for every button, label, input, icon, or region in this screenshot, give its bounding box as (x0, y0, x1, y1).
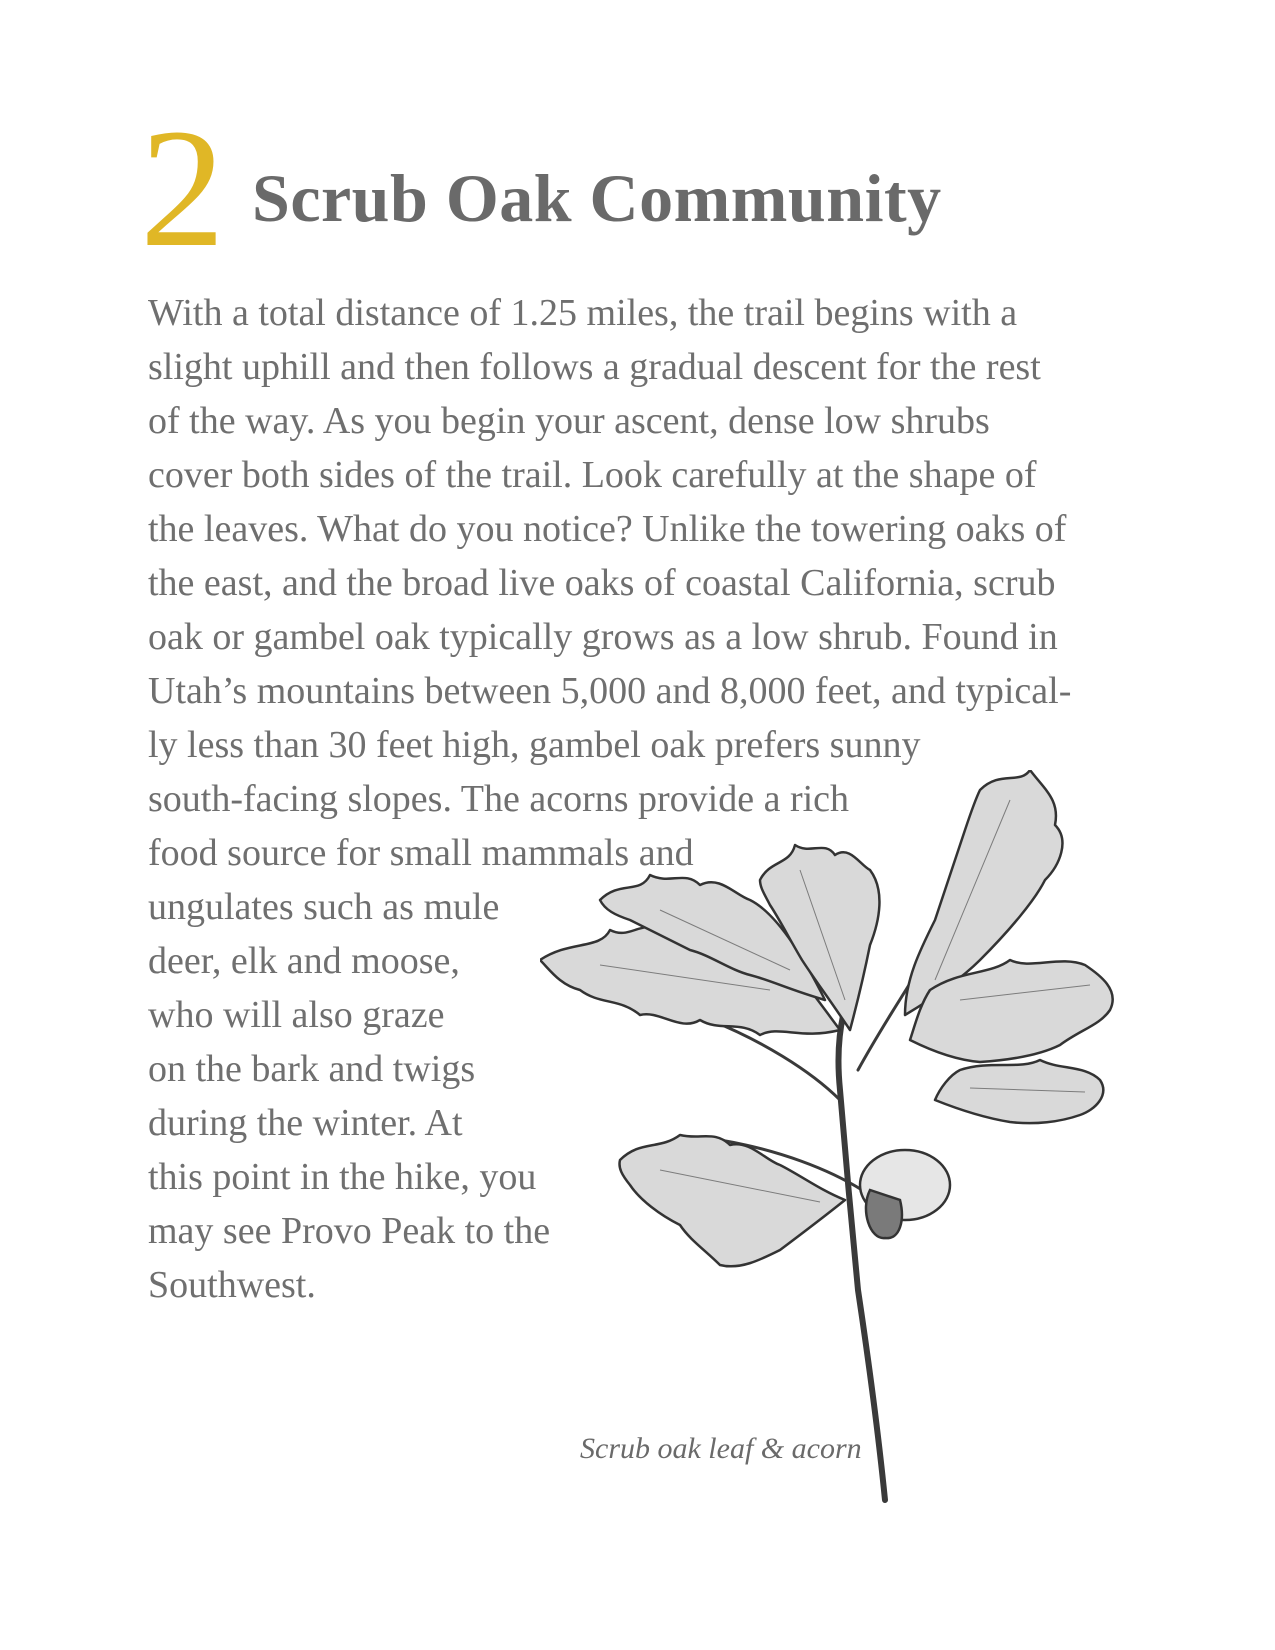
body-line: slight uphill and then follows a gradual descent for the rest (148, 346, 1041, 388)
body-line: on the bark and twigs (148, 1048, 476, 1090)
body-line: ly less than 30 feet high, gambel oak prefers sunny (148, 724, 921, 766)
oak-branch-icon (540, 770, 1180, 1510)
stop-number: 2 (140, 94, 225, 282)
stem (838, 990, 885, 1500)
body-line: may see Provo Peak to the (148, 1210, 551, 1252)
section-title: Scrub Oak Community (252, 160, 942, 236)
body-line: the leaves. What do you notice? Unlike the towering oaks of (148, 508, 1067, 550)
body-line: Utah’s mountains between 5,000 and 8,000 feet, and typical- (148, 670, 1072, 712)
body-line: oak or gambel oak typically grows as a low shrub. Found in (148, 616, 1058, 658)
body-line: deer, elk and moose, (148, 940, 460, 982)
body-line: cover both sides of the trail. Look carefully at the shape of (148, 454, 1037, 496)
body-line: Southwest. (148, 1264, 316, 1306)
illustration-caption: Scrub oak leaf & acorn (580, 1432, 862, 1465)
body-line: this point in the hike, you (148, 1156, 537, 1198)
body-line: during the winter. At (148, 1102, 463, 1144)
body-line: south-facing slopes. The acorns provide a rich (148, 778, 850, 820)
body-line: ungulates such as mule (148, 886, 500, 928)
acorn (860, 1150, 950, 1238)
body-line: food source for small mammals and (148, 832, 694, 874)
body-line: With a total distance of 1.25 miles, the trail begins with a (148, 292, 1018, 334)
body-line: of the way. As you begin your ascent, dense low shrubs (148, 400, 990, 442)
body-line: the east, and the broad live oaks of coastal California, scrub (148, 562, 1056, 604)
body-line: who will also graze (148, 994, 445, 1036)
